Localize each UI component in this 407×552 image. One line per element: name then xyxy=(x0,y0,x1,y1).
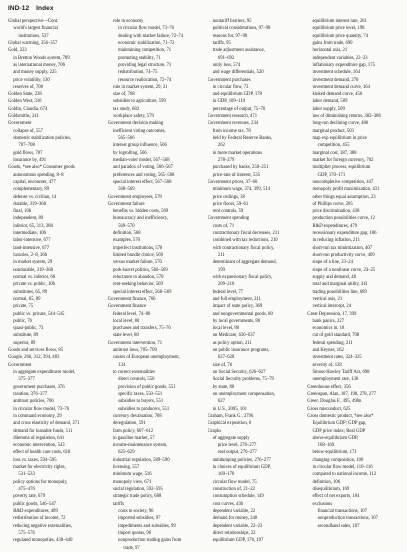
index-entry: investment rates, 324–325 xyxy=(312,355,362,361)
index-entry: industrial regulation, 589–590 xyxy=(112,457,170,463)
index-entry: in Bretton Woods system, 709 xyxy=(13,55,70,61)
index-entry: autonomous spending, 8–8 xyxy=(13,172,64,178)
index-entry: Smoot-Hawley Tariff Act, 698 xyxy=(312,370,370,375)
index-entry: 575–576 xyxy=(18,530,35,536)
index-entry: exclusions xyxy=(312,501,333,507)
index-entry: 209–210 xyxy=(217,282,235,288)
index-entry: private, 75 xyxy=(13,304,34,310)
index-entry: resource reallocation, 72–74 xyxy=(118,77,172,83)
index-entry: as international money, 706 xyxy=(13,62,65,68)
index-entry: Government xyxy=(8,362,32,368)
index-entry: supply and demand, 48 xyxy=(312,274,356,280)
index-entry: superior, 89 xyxy=(13,340,36,346)
index-entry: percentage of output, 75–76 xyxy=(212,106,266,112)
index-entry: Golden West, 310 xyxy=(8,99,42,105)
index-entry: investment demand curve, 164 xyxy=(312,84,370,90)
index-entry: special interest effect, 567–568 xyxy=(112,179,172,185)
index-entry: income-maintenance system, xyxy=(112,443,168,449)
index-entry: rent-seeking behavior, 569 xyxy=(112,282,163,288)
index-entry: with expansionary fiscal policy, xyxy=(212,274,273,280)
index-entry: licensing, 557 xyxy=(112,465,140,471)
index-entry: in circular flow model, 73–76 xyxy=(13,406,70,412)
index-entry: durable, 319–368 xyxy=(13,201,46,207)
index-entry: purchases and transfers, 75–76 xyxy=(112,326,171,332)
index-entry: Government failure xyxy=(107,201,145,207)
index-entry: quasi-public, 73 xyxy=(13,326,44,332)
index-entry: definition, 106 xyxy=(312,479,341,485)
index-entry: Government revenues, 234 xyxy=(207,121,259,127)
index-entry: Social Security problems, 75–79 xyxy=(212,377,274,383)
index-entry: social regulation, 592–595 xyxy=(112,487,163,492)
index-entry: long-run declining curve, 486 xyxy=(312,121,369,127)
index-entry: Greer, Douglas F., 495, 498n xyxy=(307,399,362,405)
index-entry: inflationary expenditure gap, 175 xyxy=(312,62,375,68)
index-entry: normal vs. inferior, 66 xyxy=(13,274,56,280)
index-entry: defense vs. civilian, 14 xyxy=(13,194,57,200)
index-entry: R&D expenditures, 479 xyxy=(312,223,358,229)
index-entry: labor-intensive, 677 xyxy=(13,238,51,244)
index-entry: costs to society, 96 xyxy=(118,508,154,514)
index-entry: trade adjustment assistance, xyxy=(212,48,265,54)
index-entry: Equilibrium GDP; GDP gap, xyxy=(312,421,367,427)
index-entry: price discrimination, 438 xyxy=(312,209,360,215)
index-entry: public vs. private, 544–545 xyxy=(13,311,65,317)
index-entry: Google, 266, 312, 394, 483 xyxy=(8,355,60,361)
index-entry: unemployment rate, 130 xyxy=(312,377,359,383)
index-entry: production possibilities curve, 12 xyxy=(312,216,375,222)
index-entry: 691–692 xyxy=(217,55,235,61)
index-entry: Government spending xyxy=(207,216,250,222)
index-entry: inferior, 65, 313, 388 xyxy=(13,223,53,229)
index-entry: intermediate, 106 xyxy=(13,231,46,237)
index-entry: direct relationships, 22 xyxy=(212,530,256,536)
index-entry: price level, 276–277 xyxy=(217,443,257,449)
index-entry: total and marginal utility, 341 xyxy=(312,282,368,288)
index-entry: dependent variable, 22–23 xyxy=(212,523,263,529)
index-entry: world's largest financial xyxy=(13,26,58,32)
index-entry: compared to national income, 112 xyxy=(312,472,377,478)
index-entry: determinant of aggregate demand, xyxy=(212,260,277,266)
index-entry: Gold, 223 xyxy=(8,48,27,54)
index-entry: normal, 65, 89 xyxy=(13,296,41,302)
index-entry: on unemployment compensation, xyxy=(212,391,276,397)
index-entry: Government finance xyxy=(107,304,147,310)
index-entry: insurance by, 491 xyxy=(13,157,47,163)
index-entry: workplace safety, 579 xyxy=(112,114,154,120)
index-entry: special interest effect, 568–569 xyxy=(112,289,172,295)
index-entry: price volatility, 130 xyxy=(13,77,50,83)
index-entry: redistribution, 74–75 xyxy=(118,70,158,76)
index-entry: real output, 276–277 xyxy=(217,450,257,456)
index-entry: federal level, 74–80 xyxy=(112,311,151,317)
index-entry: 199 xyxy=(217,267,225,273)
index-entry: government purchases, 376 xyxy=(13,384,65,390)
index-entry: price ceilings, 38 xyxy=(212,194,245,200)
index-entry: examples, 570 xyxy=(112,238,141,244)
index-entry: financial transactions, 107 xyxy=(317,508,367,514)
index-entry: specific taxes, 550–551 xyxy=(118,391,163,397)
index-entry: combined with tax reductions, 210 xyxy=(212,238,278,244)
index-entry: effect of net exports, 184 xyxy=(312,494,360,500)
index-entry: in circular flow model, 73–76 xyxy=(118,26,174,32)
index-entry: benefits vs. hidden costs, 569 xyxy=(112,209,169,215)
index-entry: 627 xyxy=(217,399,225,405)
index-entry: antitrust laws, 705–709 xyxy=(112,348,157,354)
index-entry: GDP price index; Real GDP xyxy=(312,428,366,434)
index-entry: public, 76 xyxy=(13,318,32,324)
index-entry: consumption schedule, 149 xyxy=(212,494,264,500)
section-title: Index xyxy=(36,5,54,12)
index-entry: slope of a nonlinear curve, 24–25 xyxy=(312,267,376,273)
index-column-4 xyxy=(307,18,403,529)
index-entry: Golden State, 238 xyxy=(8,92,42,98)
index-entry: gains from trade, 690 xyxy=(312,40,353,46)
index-entry: interest group influence, 566 xyxy=(112,143,167,149)
index-entry: price-rate of interest, 535 xyxy=(212,172,261,178)
index-entry: monopoly profit maximization, 431 xyxy=(312,187,380,193)
index-entry: Government finance, 766 xyxy=(107,296,156,302)
index-entry: policy options for monopoly, xyxy=(13,479,68,485)
page-header xyxy=(8,5,54,12)
index-entry: trade, 97 xyxy=(123,545,140,551)
index-entry: nontariff barriers, 95 xyxy=(212,19,252,24)
index-entry: 168–169 xyxy=(317,443,335,449)
index-entry: 169–170 xyxy=(217,472,235,478)
index-entry: tariffs, 95 xyxy=(212,40,231,46)
index-entry: R&D expenditures, 489 xyxy=(13,508,58,514)
index-entry: equilibrium price quantity, 74 xyxy=(312,33,369,39)
index-entry: in circular flow model, 110–116 xyxy=(312,465,373,471)
index-entry: direct controls, 550 xyxy=(118,377,155,383)
index-entry: nonproduction trading gains from xyxy=(118,538,182,544)
index-entry: capital, encounter, 477 xyxy=(13,179,56,185)
index-entry: 375–377 xyxy=(18,377,35,383)
index-entry: in market system, 29 xyxy=(13,260,53,266)
index-entry: local level, 80 xyxy=(212,326,240,332)
index-entry: gold flows, 707 xyxy=(13,150,43,156)
index-entry: marginal product, 503 xyxy=(312,128,354,134)
index-entry: of Phillips curve, 285 xyxy=(312,201,353,207)
index-entry: contractionary fiscal decreases, 211 xyxy=(212,231,280,237)
index-entry: complementary, 89 xyxy=(13,187,50,193)
index-entry: imperfect institutions, 570 xyxy=(112,245,163,251)
index-entry: inefficient voting outcomes, xyxy=(112,128,166,134)
index-entry: poverty rate, 679 xyxy=(13,494,46,500)
index-entry: in gasoline market, 57 xyxy=(112,435,155,441)
index-entry: pork-barrel politics, 566–569 xyxy=(112,267,168,273)
index-entry: kinked demand curve, 456 xyxy=(312,92,363,98)
index-entry: in aggregate expenditures model, xyxy=(13,370,76,375)
index-entry: 134 xyxy=(118,362,126,368)
index-entry: above-equilibrium GDP, xyxy=(312,435,359,441)
index-entry: nondurable, 319–368 xyxy=(13,267,54,273)
index-entry: Greenspan, Alan, 187, 198, 278, 277 xyxy=(307,391,376,397)
index-entry: maintaining competition, 71 xyxy=(118,48,172,54)
index-entry: market for electricity rights, xyxy=(13,465,66,471)
index-entry: labor supply, 509 xyxy=(312,106,345,112)
index-column-2 xyxy=(107,18,204,551)
index-entry: horizontal axis, 21 xyxy=(312,48,348,54)
index-entry: public goods, 546–547 xyxy=(13,501,57,507)
index-entry: Goldsmiths, 241 xyxy=(8,114,39,120)
index-entry: from income tax, 78 xyxy=(212,128,251,134)
index-entry: providing legal structure, 71 xyxy=(118,62,172,68)
index-entry: loss vs. taxes, 594–595 xyxy=(13,457,57,463)
index-entry: and full employment, 211 xyxy=(212,296,261,302)
index-entry: median-voter model, 567–568 xyxy=(112,157,170,163)
index-entry: Government prices, 37–60 xyxy=(207,179,258,185)
index-entry: recessionary expenditure gap, 186 xyxy=(312,231,377,237)
index-entry: in more market operations xyxy=(212,150,263,156)
index-entry: in GDP, 109–110 xyxy=(212,99,245,105)
index-entry: subsidies to producers, 551 xyxy=(118,406,170,412)
index-column-1 xyxy=(8,18,104,544)
index-entry: and wage differentials, 520 xyxy=(212,70,264,76)
index-entry: 627–628 xyxy=(217,355,235,361)
index-entry: versus market failure, 570 xyxy=(112,260,162,266)
index-entry: equilibrium interest rate, 261 xyxy=(312,19,367,24)
index-entry: luxuries, 2–8, 366 xyxy=(13,253,48,258)
index-entry: independent variables, 22–23 xyxy=(312,55,368,61)
index-entry: on Medicare, 636–637 xyxy=(212,333,255,339)
index-entry: rent controls, 59 xyxy=(212,209,244,215)
index-entry: promoting stability, 71 xyxy=(118,55,161,61)
index-entry: reluctance to abandon, 570 xyxy=(112,274,164,280)
index-entry: below-equilibrium, 171 xyxy=(312,450,357,456)
index-entry: size of, 768 xyxy=(112,92,135,98)
index-entry: noncompletive competition, 447 xyxy=(312,179,374,185)
index-entry: nonproduction transactions, 107 xyxy=(317,516,378,522)
index-entry: local level, 80 xyxy=(112,318,140,324)
index-column-3 xyxy=(207,18,304,544)
index-entry: 475–476 xyxy=(18,487,35,492)
index-entry: bureaucracy and inefficiency, xyxy=(112,216,169,222)
index-entry: by state, 80 xyxy=(212,384,235,390)
index-entry: Goods and services flows, 85 xyxy=(8,348,64,354)
index-entry: in command economy, 29 xyxy=(13,413,62,419)
index-entry: dependent variable, 22 xyxy=(212,508,256,514)
index-entry: map exp equilibrium in price xyxy=(312,136,367,141)
index-entry: causes of European unemployment, xyxy=(112,355,180,361)
index-entry: size of, 76 xyxy=(212,362,233,368)
index-entry: vertical intercept, 24 xyxy=(312,304,352,310)
index-entry: preferences and voting, 565–568 xyxy=(112,172,175,178)
index-entry: Government decision making xyxy=(107,121,164,127)
index-entry: impediments and subsidies, 99 xyxy=(118,523,176,529)
index-entry: limited bundle choice, 569 xyxy=(112,253,163,258)
index-entry: purchased by banks, 250–251 xyxy=(212,165,269,171)
index-entry: equilibrium GDP, 176, 197 xyxy=(212,538,264,544)
index-entry: Graphs xyxy=(207,428,222,434)
index-entry: private vs. public, 106 xyxy=(13,282,55,288)
index-entry: 278–279 xyxy=(217,157,235,163)
index-entry: strategic trade policy, 688 xyxy=(112,494,162,500)
index-entry: independent, 89 xyxy=(13,216,44,222)
index-entry: impact of state policy, 369 xyxy=(212,304,263,310)
index-entry: investment schedule, 164 xyxy=(312,70,360,76)
index-entry: tariffs xyxy=(112,501,125,507)
index-entry: role in economy xyxy=(112,19,144,24)
index-entry: Government employees, 578 xyxy=(107,194,162,200)
index-entry: and cross elasticity of demand, 371 xyxy=(13,421,80,427)
index-entry: monopoly view, 671 xyxy=(112,479,152,485)
index-entry: bank panics, 227 xyxy=(312,318,345,324)
index-entry: 569–570 xyxy=(118,223,135,229)
index-entry: effect of health care costs, 618 xyxy=(13,450,71,456)
index-entry: trading possibilities line, 689 xyxy=(312,289,367,295)
index-entry: labor demand, 509 xyxy=(312,99,348,105)
index-entry: federal spending, 211 xyxy=(312,340,353,346)
index-entry: regulated monopolies, 438–440 xyxy=(13,538,73,544)
index-entry: Global warming, 356–357 xyxy=(8,40,58,46)
index-entry: in U.S., 2005, 101 xyxy=(212,406,247,412)
index-entry: taxation, 376–377 xyxy=(13,391,48,397)
index-entry: 211 xyxy=(217,253,225,258)
index-entry: Goods, *see also* Consumer goods xyxy=(8,165,75,171)
index-entry: antitrust policies, 706 xyxy=(13,399,54,405)
index-entry: federal level, 77 xyxy=(212,289,244,295)
index-entry: with contractionary fiscal policy, xyxy=(212,245,275,251)
index-entry: economic stabilization, 71–72 xyxy=(118,40,175,46)
index-entry: disequilibrium, 169 xyxy=(312,487,350,492)
index-entry: cost curves, 436 xyxy=(212,501,244,507)
index-entry: antidumping policies, 276–277 xyxy=(212,457,271,463)
index-entry: Goldin, Claudia, 674 xyxy=(8,106,48,112)
index-entry: construction of, 21–22 xyxy=(212,487,255,492)
index-entry: economic intervention, 543 xyxy=(13,443,65,449)
index-entry: final, 106 xyxy=(13,209,32,215)
index-entry: substitute, 89 xyxy=(13,333,39,339)
index-entry: dealing with market failure, 72–74 xyxy=(118,33,184,39)
index-entry: collapse of, 557 xyxy=(13,128,43,134)
index-entry: other things equal assumption, 23 xyxy=(312,194,376,200)
index-entry: competition, 455 xyxy=(317,143,350,149)
index-entry: 707–708 xyxy=(18,143,35,149)
index-entry: import quotas, 96 xyxy=(118,530,152,536)
index-entry: unity loss, 574 xyxy=(212,62,241,68)
index-entry: by logrolling, 566 xyxy=(112,150,147,156)
index-entry: reducing negative externalities, xyxy=(13,523,72,529)
index-entry: Government intervention, 71 xyxy=(107,340,163,346)
index-entry: secondhand sales, 107 xyxy=(317,523,360,529)
index-entry: 565–566 xyxy=(118,136,135,141)
index-entry: multiplier process, equilibrium xyxy=(312,165,371,171)
index-entry: deregulation, 591 xyxy=(112,421,146,427)
index-entry: on Social Security, 626–627 xyxy=(212,370,266,375)
index-entry: short-run tax minimization, 407 xyxy=(312,245,373,251)
index-entry: price floors, 59–61 xyxy=(212,201,249,207)
index-entry: reasons for, 97–98 xyxy=(212,33,248,39)
index-entry: economics in, 18 xyxy=(312,326,345,332)
index-entry: in choices of equilibrium GDP, xyxy=(212,465,271,471)
index-entry: political considerations, 97–98 xyxy=(212,26,271,32)
index-entry: domestic stabilization policies, xyxy=(13,136,72,141)
index-entry: Global perspective—Cont. xyxy=(8,19,59,24)
index-entry: vertical axis, 21 xyxy=(312,296,343,302)
index-entry: farm policy, 607–612 xyxy=(112,428,154,434)
index-entry: Gross domestic product, *see also* xyxy=(307,413,374,419)
index-entry: and Keynes, 162 xyxy=(312,348,344,354)
index-entry: and money supply, 225 xyxy=(13,70,57,76)
index-entry: in reducing inflation, 211 xyxy=(312,238,360,244)
index-entry: held by Federal Reserve Banks, xyxy=(212,136,273,141)
index-entry: circular flow model, 75 xyxy=(212,479,257,485)
index-entry: slope of a line, 23–24 xyxy=(312,260,353,266)
index-entry: to correct externalities xyxy=(112,370,155,375)
index-entry: and paradox of voting, 566–567 xyxy=(112,165,173,171)
index-entry: Government purchases xyxy=(207,77,251,83)
index-entry: Gross misconduct, 625 xyxy=(307,406,351,412)
index-entry: 531–533 xyxy=(18,472,35,478)
index-entry: cut of gold standard, 708 xyxy=(312,333,360,339)
index-entry: definition, 568 xyxy=(112,231,141,237)
index-entry: land-intensive, 677 xyxy=(13,245,50,251)
index-entry: imported subsidies, 97 xyxy=(118,516,161,522)
index-entry: currency devaluation, 708 xyxy=(112,413,162,419)
index-entry: changing composition, 100 xyxy=(312,457,364,463)
index-entry: demand for loanable funds, 511 xyxy=(13,428,73,434)
page-number: IND-12 xyxy=(8,5,30,12)
index-entry: marginal cost, 387, 388 xyxy=(312,150,357,156)
index-entry: rule in market system, 29, 31 xyxy=(112,84,168,90)
index-entry: Greenhouse effect, 356 xyxy=(307,384,351,390)
index-entry: on public insurance programs, xyxy=(212,348,270,354)
index-entry: 568–569 xyxy=(118,187,135,193)
index-columns xyxy=(8,18,403,551)
index-entry: redistribution of income, 72 xyxy=(13,516,66,522)
index-entry: Government xyxy=(8,121,32,127)
index-entry: institutions, 537 xyxy=(18,33,49,39)
index-entry: subsidies to agriculture, 599 xyxy=(112,99,166,105)
index-entry: by local governments, 80 xyxy=(212,318,261,324)
index-entry: equilibrium price level, 198 xyxy=(312,26,365,32)
index-entry: 262 xyxy=(217,143,225,149)
index-entry: GDP, 170–171 xyxy=(317,172,346,178)
index-entry: Government research, 471 xyxy=(207,114,258,120)
index-entry: tax study, 682 xyxy=(112,106,140,112)
index-entry: and equilibrium GDP, 178 xyxy=(212,92,262,98)
index-entry: 625–629 xyxy=(118,450,135,456)
index-entry: investment demand, 270 xyxy=(312,77,359,83)
index-entry: demand for money, 240 xyxy=(212,516,258,522)
index-entry: minimum wage, 516 xyxy=(112,472,152,478)
index-entry: of aggregate supply xyxy=(212,435,250,441)
index-entry: Graham, Frank G., 2796 xyxy=(207,413,254,419)
index-entry: as policy option, 211 xyxy=(212,340,252,346)
index-entry: substitutes, 65, 89 xyxy=(13,289,48,295)
index-entry: severity of, 128 xyxy=(312,362,342,368)
index-entry: Great Depression, 17, 399 xyxy=(307,311,357,317)
index-entry: reserves of, 708 xyxy=(13,84,43,90)
index-entry: state level, 80 xyxy=(112,333,139,339)
index-entry: costs of, 71 xyxy=(212,223,235,229)
index-entry: dilemma of regulation, 641 xyxy=(13,435,65,441)
index-entry: market for foreign currency, 702 xyxy=(312,157,374,163)
index-entry: Graphical exposition, 6 xyxy=(207,421,252,427)
index-entry: in circular flow, 73 xyxy=(212,84,249,90)
index-entry: subsidies to buyers, 551 xyxy=(118,399,164,405)
index-entry: minimum wage, 374, 399, 514 xyxy=(212,187,271,193)
index-entry: short-run productivity curve, 409 xyxy=(312,253,375,258)
index-entry: and nongovernmental goods, 80 xyxy=(212,311,273,317)
index-entry: provision of public goods, 551 xyxy=(118,384,176,390)
index-entry: law of diminishing returns, 382–386 xyxy=(312,114,381,120)
